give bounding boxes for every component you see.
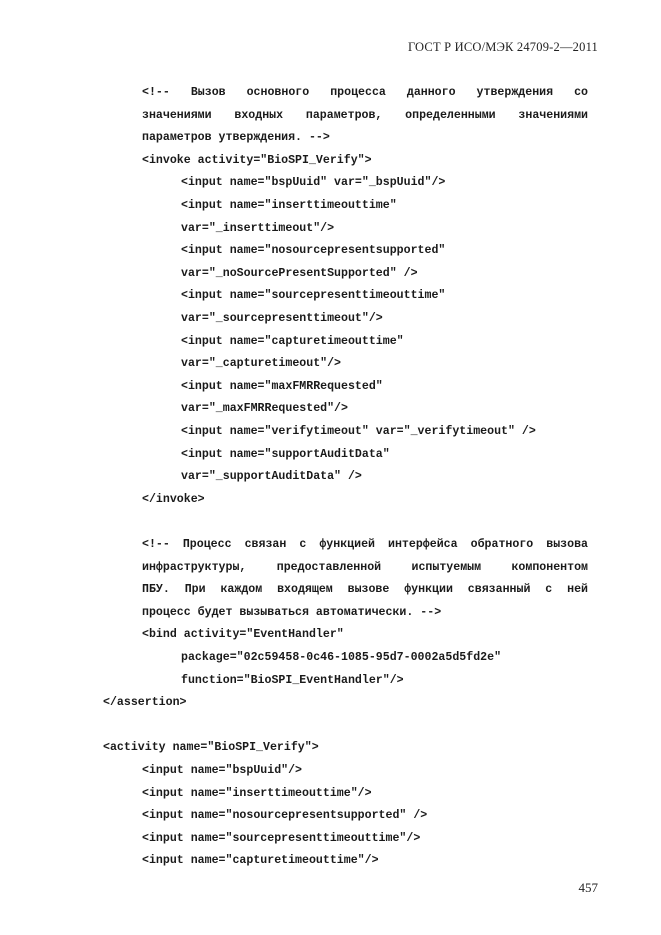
code-line: package="02c59458-0c46-1085-95d7-0002a5d5fd2e" (181, 651, 502, 664)
code-line: var="_inserttimeout"/> (181, 221, 335, 235)
code-line: <invoke activity="BioSPI_Verify"> (142, 153, 372, 167)
code-line: <!-- Вызов основного процесса данного утверждения со (142, 86, 588, 99)
code-line: <input name="capturetimeouttime"/> (142, 854, 379, 868)
code-line: <input name="nosourcepresentsupported" (181, 244, 446, 258)
code-line: <input name="sourcepresenttimeouttime"/> (142, 831, 421, 845)
code-line: <input name="bspUuid"/> (142, 764, 303, 777)
page-number: 457 (578, 880, 598, 895)
code-line: function="BioSPI_EventHandler"/> (181, 673, 404, 687)
code-line: параметров утверждения. --> (142, 131, 330, 145)
code-line: <input name="inserttimeouttime"/> (142, 786, 372, 800)
code-line: var="_capturetimeout"/> (181, 357, 342, 371)
code-line: <input name="supportAuditData" (181, 447, 390, 461)
code-line: <input name="sourcepresenttimeouttime" (181, 289, 446, 303)
code-line: var="_supportAuditData" /> (181, 470, 362, 484)
code-line: значениями входных параметров, определенными значениями (142, 108, 588, 122)
code-line: </invoke> (142, 492, 205, 506)
code-line: var="_noSourcePresentSupported" /> (181, 266, 418, 280)
code-line: ПБУ. При каждом входящем вызове функции связанный с ней (142, 583, 588, 597)
code-line: </assertion> (103, 696, 187, 710)
code-line: <bind activity="EventHandler" (142, 628, 344, 642)
code-line: <input name="nosourcepresentsupported" /> (142, 809, 428, 823)
page-header: ГОСТ Р ИСО/МЭК 24709-2—2011 (407, 40, 598, 54)
code-line: <input name="verifytimeout" var="_verifytimeout" /> (181, 425, 536, 438)
code-line: var="_maxFMRRequested"/> (181, 402, 348, 416)
code-line: var="_sourcepresenttimeout"/> (181, 312, 383, 325)
code-line: инфраструктуры, предоставленной испытуемым компонентом (142, 560, 588, 574)
code-line: <input name="capturetimeouttime" (181, 334, 404, 348)
code-line: <input name="inserttimeouttime" (181, 199, 397, 212)
code-line: <activity name="BioSPI_Verify"> (103, 741, 319, 755)
code-line: <input name="bspUuid" var="_bspUuid"/> (181, 176, 446, 190)
code-line: <input name="maxFMRRequested" (181, 379, 383, 393)
code-line: процесс будет вызываться автоматически. --> (142, 605, 442, 619)
code-line: <!-- Процесс связан с функцией интерфейса обратного вызова (142, 538, 588, 551)
